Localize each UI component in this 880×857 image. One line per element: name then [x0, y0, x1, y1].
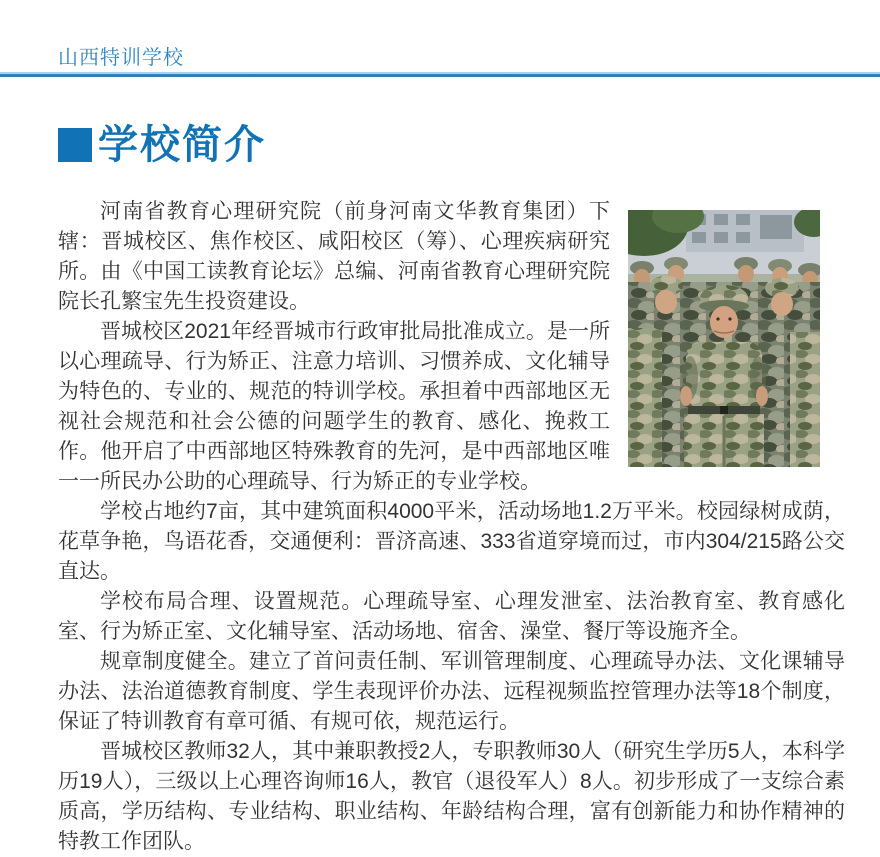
paragraph: 晋城校区2021年经晋城市行政审批局批准成立。是一所以心理疏导、行为矫正、注意力培训、习惯养成、文化辅导为特色的、专业的、规范的特训学校。承担着中西部地区无视社会规范和社会公德的问题学生的教育、感化、挽救工作。他开启了中西部地区特殊教育的先河，是中西部地区唯一一所民办公助的心理疏导、行为矫正的专业学校。 [58, 320, 610, 493]
section-bullet-square [58, 128, 92, 162]
students-photo [628, 210, 820, 467]
section-title: 学校简介 [98, 123, 266, 167]
paragraph: 学校布局合理、设置规范。心理疏导室、心理发泄室、法治教育室、教育感化室、行为矫正室、文化辅导室、活动场地、宿舍、澡堂、餐厅等设施齐全。 [58, 590, 845, 643]
paragraph: 河南省教育心理研究院（前身河南文华教育集团）下辖：晋城校区、焦作校区、咸阳校区（筹）、心理疾病研究所。由《中国工读教育论坛》总编、河南省教育心理研究院院长孔繁宝先生投资建设。 [58, 200, 610, 313]
students-photo-illustration [628, 210, 820, 467]
header-rule [0, 72, 880, 77]
paragraph: 学校占地约7亩，其中建筑面积4000平米，活动场地1.2万平米。校园绿树成荫，花草争艳，鸟语花香，交通便利：晋济高速、333省道穿境而过，市内304/215路公交直达。 [58, 500, 845, 583]
section-heading [58, 121, 880, 169]
site-title: 山西特训学校 [58, 47, 184, 69]
paragraph: 晋城校区教师32人，其中兼职教授2人，专职教师30人（研究生学历5人，本科学历19人），三级以上心理咨询师16人，教官（退役军人）8人。初步形成了一支综合素质高，学历结构、专业结构、职业结构、年龄结构合理，富有创新能力和协作精神的特教工作团队。 [58, 740, 845, 853]
article-body [58, 197, 845, 857]
site-header [0, 0, 880, 77]
paragraph: 规章制度健全。建立了首问责任制、军训管理制度、心理疏导办法、文化课辅导办法、法治道德教育制度、学生表现评价办法、远程视频监控管理办法等18个制度，保证了特训教育有章可循、有规可依，规范运行。 [58, 650, 845, 733]
